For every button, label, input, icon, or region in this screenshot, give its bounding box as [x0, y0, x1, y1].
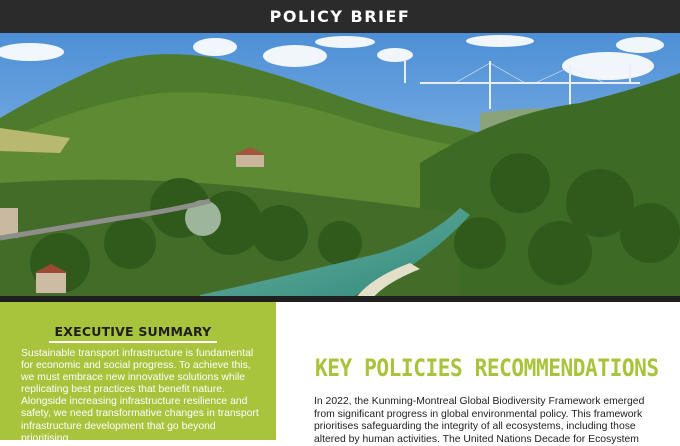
- executive-summary-title: EXECUTIVE SUMMARY: [54, 324, 212, 339]
- key-policies-body: In 2022, the Kunming-Montreal Global Biodiversity Framework emerged from significant progress in global environmental policy. This framework prioritises safeguarding the integrity of all ecosystems, including those altered by human activities. The United Nations Decade for Ecosystem: [314, 396, 645, 445]
- executive-summary-body: Sustainable transport infrastructure is fundamental for economic and social progress. To achieve this, we must embrace new innovative solutions while replicating best practices that benefit nature. Alongside increasing infrastructure resilience and safety, we need transformative changes in transport infrastructure development that go beyond prioritising: [21, 348, 259, 444]
- landscape-photo-icon: [0, 33, 680, 299]
- page-title: POLICY BRIEF: [269, 7, 411, 26]
- executive-summary-panel: [0, 302, 276, 444]
- title-underline: [49, 341, 217, 343]
- key-policies-panel: [276, 302, 680, 445]
- hero-photo: [0, 33, 680, 299]
- key-policies-heading: KEY POLICIES RECOMMENDATIONS: [315, 354, 659, 382]
- header-bar: [0, 0, 680, 33]
